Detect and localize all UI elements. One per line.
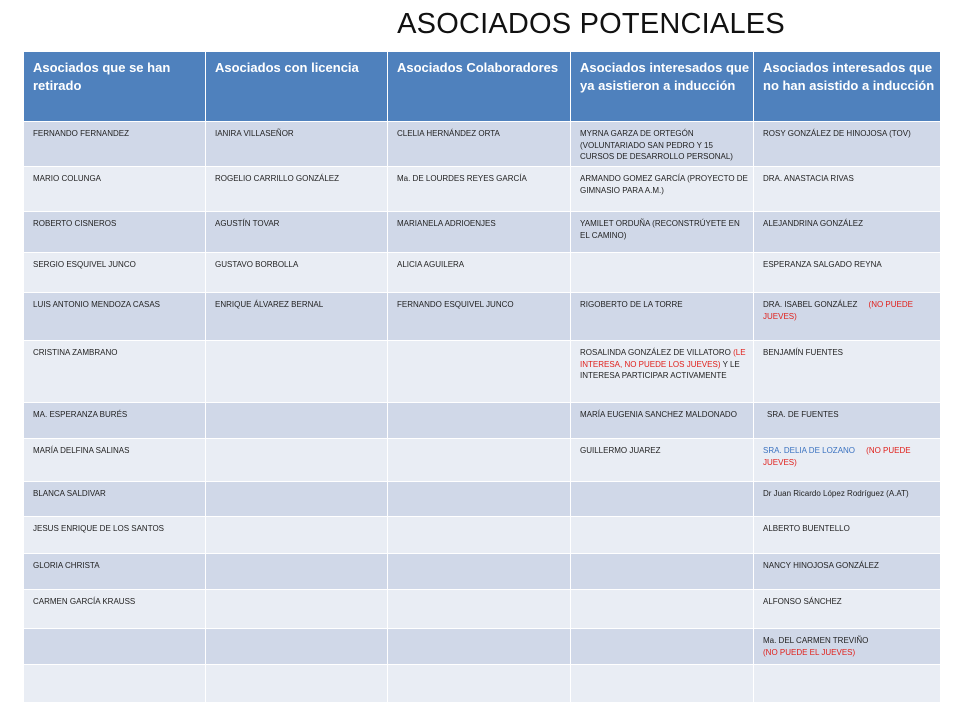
table-row (24, 293, 941, 341)
cell-not-attended (754, 629, 941, 665)
cell-attended (571, 590, 754, 629)
cell-attended (571, 665, 754, 703)
cell-collaborator (388, 403, 571, 439)
cell-not-attended: NANCY HINOJOSA GONZÁLEZ (754, 554, 941, 590)
cell-retired: GLORIA CHRISTA (24, 554, 206, 590)
cell-collaborator: Ma. DE LOURDES REYES GARCÍA (388, 167, 571, 212)
availability-note: (NO PUEDE JUEVES) (763, 446, 911, 467)
table-row (24, 590, 941, 629)
table-row (24, 554, 941, 590)
cell-retired: JESUS ENRIQUE DE LOS SANTOS (24, 517, 206, 554)
cell-not-attended (754, 293, 941, 341)
header-licensed: Asociados con licencia (206, 52, 388, 122)
cell-attended: ARMANDO GOMEZ GARCÍA (PROYECTO DE GIMNASIO PARA A.M.) (571, 167, 754, 212)
availability-note: (LE INTERESA, NO PUEDE LOS JUEVES) (580, 348, 746, 369)
cell-licensed (206, 665, 388, 703)
table-row (24, 122, 941, 167)
cell-licensed (206, 590, 388, 629)
cell-collaborator: MARIANELA ADRIOENJES (388, 212, 571, 253)
cell-collaborator (388, 482, 571, 517)
cell-collaborator: FERNANDO ESQUIVEL JUNCO (388, 293, 571, 341)
table-row (24, 212, 941, 253)
cell-attended (571, 629, 754, 665)
cell-not-attended: ROSY GONZÁLEZ DE HINOJOSA (TOV) (754, 122, 941, 167)
cell-collaborator: CLELIA HERNÁNDEZ ORTA (388, 122, 571, 167)
associate-name: DRA. ISABEL GONZÁLEZ (763, 300, 858, 309)
cell-collaborator (388, 629, 571, 665)
cell-not-attended: ALBERTO BUENTELLO (754, 517, 941, 554)
cell-retired (24, 629, 206, 665)
availability-note: (NO PUEDE JUEVES) (763, 300, 913, 321)
cell-licensed (206, 517, 388, 554)
cell-not-attended: Dr Juan Ricardo López Rodríguez (A.AT) (754, 482, 941, 517)
cell-collaborator (388, 517, 571, 554)
cell-licensed (206, 403, 388, 439)
cell-retired: FERNANDO FERNANDEZ (24, 122, 206, 167)
cell-collaborator (388, 554, 571, 590)
table-row (24, 482, 941, 517)
cell-collaborator (388, 341, 571, 403)
cell-attended: MARÍA EUGENIA SANCHEZ MALDONADO (571, 403, 754, 439)
cell-not-attended (754, 665, 941, 703)
header-not-attended-induction: Asociados interesados que no han asistido a inducción (754, 52, 941, 122)
cell-licensed (206, 439, 388, 482)
cell-licensed (206, 341, 388, 403)
cell-licensed (206, 554, 388, 590)
table-row (24, 167, 941, 212)
cell-not-attended: SRA. DE FUENTES (754, 403, 941, 439)
cell-licensed: IANIRA VILLASEÑOR (206, 122, 388, 167)
table-row (24, 341, 941, 403)
table-row (24, 665, 941, 703)
table-row (24, 439, 941, 482)
cell-attended (571, 554, 754, 590)
cell-licensed (206, 482, 388, 517)
cell-retired: SERGIO ESQUIVEL JUNCO (24, 253, 206, 293)
cell-attended (571, 341, 754, 403)
cell-attended: GUILLERMO JUAREZ (571, 439, 754, 482)
associate-name: ROSALINDA GONZÁLEZ DE VILLATORO (580, 348, 731, 357)
cell-not-attended: ALEJANDRINA GONZÁLEZ (754, 212, 941, 253)
cell-retired (24, 665, 206, 703)
cell-attended: RIGOBERTO DE LA TORRE (571, 293, 754, 341)
header-retired: Asociados que se han retirado (24, 52, 206, 122)
cell-licensed: AGUSTÍN TOVAR (206, 212, 388, 253)
cell-retired: MA. ESPERANZA BURÉS (24, 403, 206, 439)
table-row (24, 253, 941, 293)
header-collaborators: Asociados Colaboradores (388, 52, 571, 122)
interest-note: Y LE INTERESA PARTICIPAR ACTIVAMENTE (580, 359, 740, 380)
header-attended-induction: Asociados interesados que ya asistieron a inducción (571, 52, 754, 122)
associate-name: Ma. DEL CARMEN TREVIÑO (763, 636, 869, 645)
cell-retired: BLANCA SALDIVAR (24, 482, 206, 517)
cell-not-attended (754, 439, 941, 482)
table-row (24, 629, 941, 665)
cell-not-attended: ALFONSO SÁNCHEZ (754, 590, 941, 629)
cell-licensed: GUSTAVO BORBOLLA (206, 253, 388, 293)
cell-retired: CRISTINA ZAMBRANO (24, 341, 206, 403)
cell-retired: LUIS ANTONIO MENDOZA CASAS (24, 293, 206, 341)
cell-attended: MYRNA GARZA DE ORTEGÓN (VOLUNTARIADO SAN PEDRO Y 15 CURSOS DE DESARROLLO PERSONAL) (571, 122, 754, 167)
associates-table (23, 51, 941, 703)
cell-collaborator: ALICIA AGUILERA (388, 253, 571, 293)
cell-retired: MARÍA DELFINA SALINAS (24, 439, 206, 482)
cell-not-attended: DRA. ANASTACIA RIVAS (754, 167, 941, 212)
cell-licensed (206, 629, 388, 665)
cell-collaborator (388, 590, 571, 629)
cell-retired: CARMEN GARCÍA KRAUSS (24, 590, 206, 629)
page-title: ASOCIADOS POTENCIALES (397, 8, 785, 40)
cell-attended (571, 517, 754, 554)
cell-attended (571, 253, 754, 293)
availability-note: (NO PUEDE EL JUEVES) (763, 647, 856, 657)
cell-attended (571, 482, 754, 517)
table-row (24, 517, 941, 554)
cell-licensed: ENRIQUE ÁLVAREZ BERNAL (206, 293, 388, 341)
cell-licensed: ROGELIO CARRILLO GONZÁLEZ (206, 167, 388, 212)
associate-name: SRA. DELIA DE LOZANO (763, 446, 856, 455)
cell-collaborator (388, 665, 571, 703)
cell-attended: YAMILET ORDUÑA (RECONSTRÚYETE EN EL CAMINO) (571, 212, 754, 253)
cell-not-attended: ESPERANZA SALGADO REYNA (754, 253, 941, 293)
cell-retired: ROBERTO CISNEROS (24, 212, 206, 253)
table-header-row (24, 52, 941, 122)
cell-collaborator (388, 439, 571, 482)
cell-retired: MARIO COLUNGA (24, 167, 206, 212)
cell-not-attended: BENJAMÍN FUENTES (754, 341, 941, 403)
table-row (24, 403, 941, 439)
